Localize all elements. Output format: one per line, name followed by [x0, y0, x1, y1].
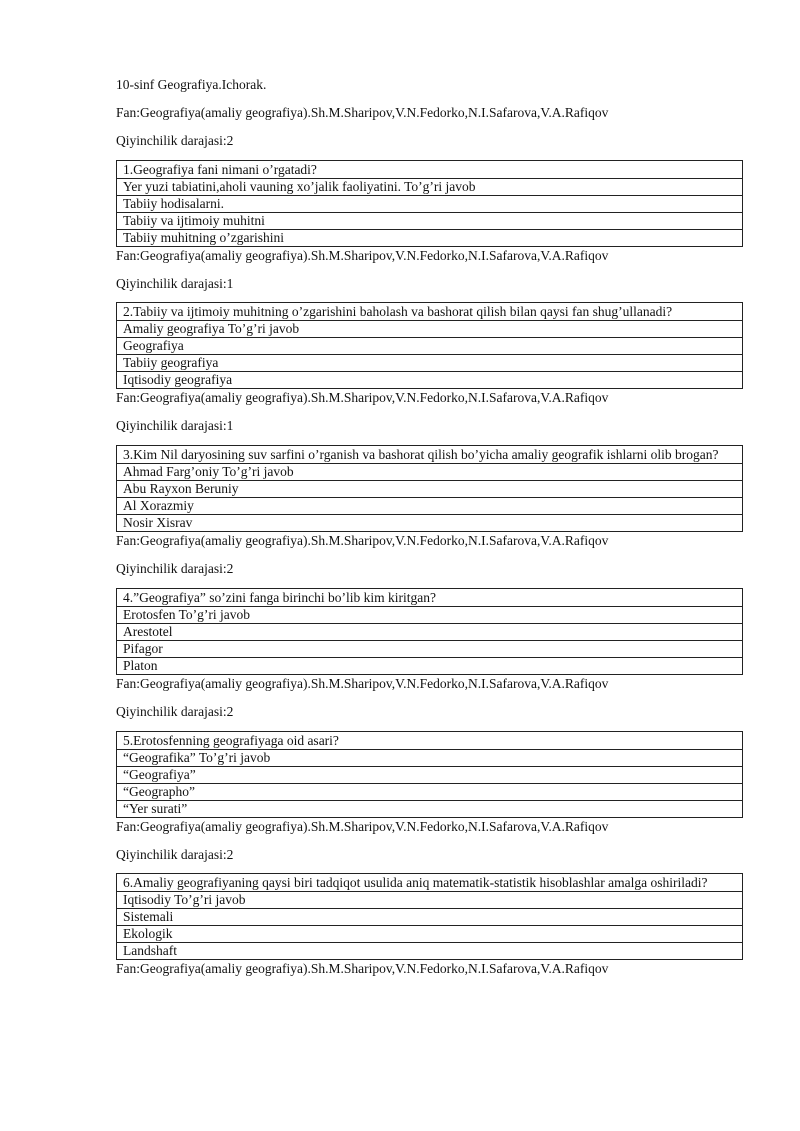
question-text: 6.Amaliy geografiyaning qaysi biri tadqiqot usulida aniq matematik-statistik hisoblashlar amalga oshiriladi? [117, 874, 743, 892]
answer-correct: Iqtisodiy To’g’ri javob [117, 892, 743, 909]
answer-option: Geografiya [117, 338, 743, 355]
answer-option: “Geografiya” [117, 766, 743, 783]
answer-option: Ekologik [117, 926, 743, 943]
subject-line: Fan:Geografiya(amaliy geografiya).Sh.M.Sharipov,V.N.Fedorko,N.I.Safarova,V.A.Rafiqov [116, 533, 609, 549]
answer-option: Platon [117, 657, 743, 674]
answer-option: Tabiiy va ijtimoiy muhitni [117, 212, 743, 229]
answer-option: Tabiiy hodisalarni. [117, 195, 743, 212]
answer-correct: Erotosfen To’g’ri javob [117, 606, 743, 623]
document-title: 10-sinf Geografiya.Ichorak. [116, 77, 267, 92]
answer-option: Abu Rayxon Beruniy [117, 481, 743, 498]
answer-option: Nosir Xisrav [117, 515, 743, 532]
question-text: 2.Tabiiy va ijtimoiy muhitning o’zgarishini baholash va bashorat qilish bilan qaysi fan shug’ullanadi? [117, 303, 743, 321]
answer-option: Iqtisodiy geografiya [117, 372, 743, 389]
answer-correct: Amaliy geografiya To’g’ri javob [117, 321, 743, 338]
question-text: 4.”Geografiya” so’zini fanga birinchi bo’lib kim kiritgan? [117, 588, 743, 606]
answer-option: Landshaft [117, 943, 743, 960]
question-text: 5.Erotosfenning geografiyaga oid asari? [117, 731, 743, 749]
answer-option: Pifagor [117, 640, 743, 657]
question-table [116, 731, 743, 818]
answer-correct: “Geografika” To’g’ri javob [117, 749, 743, 766]
subject-line: Fan:Geografiya(amaliy geografiya).Sh.M.Sharipov,V.N.Fedorko,N.I.Safarova,V.A.Rafiqov [116, 961, 609, 977]
question-blocks [116, 105, 743, 978]
difficulty-level: Qiyinchilik darajasi:2 [116, 846, 234, 862]
difficulty-level: Qiyinchilik darajasi:2 [116, 132, 234, 148]
answer-option: Arestotel [117, 623, 743, 640]
answer-correct: Ahmad Farg’oniy To’g’ri javob [117, 464, 743, 481]
answer-option: Tabiiy muhitning o’zgarishini [117, 229, 743, 246]
difficulty-level: Qiyinchilik darajasi:1 [116, 418, 234, 434]
difficulty-level: Qiyinchilik darajasi:2 [116, 561, 234, 576]
subject-line: Fan:Geografiya(amaliy geografiya).Sh.M.Sharipov,V.N.Fedorko,N.I.Safarova,V.A.Rafiqov [116, 675, 609, 691]
answer-correct: Yer yuzi tabiatini,aholi vauning xo’jalik faoliyatini. To’g’ri javob [117, 178, 743, 195]
question-table [116, 160, 743, 247]
question-table [116, 588, 743, 675]
answer-option: “Yer surati” [117, 800, 743, 817]
answer-option: Tabiiy geografiya [117, 355, 743, 372]
question-table [116, 873, 743, 960]
difficulty-level: Qiyinchilik darajasi:2 [116, 703, 234, 719]
difficulty-level: Qiyinchilik darajasi:1 [116, 275, 234, 291]
document-page [116, 77, 743, 989]
question-table [116, 302, 743, 389]
subject-line: Fan:Geografiya(amaliy geografiya).Sh.M.Sharipov,V.N.Fedorko,N.I.Safarova,V.A.Rafiqov [116, 818, 609, 834]
question-text: 1.Geografiya fani nimani o’rgatadi? [117, 160, 743, 178]
answer-option: “Geographo” [117, 783, 743, 800]
question-table [116, 445, 743, 532]
subject-line: Fan:Geografiya(amaliy geografiya).Sh.M.Sharipov,V.N.Fedorko,N.I.Safarova,V.A.Rafiqov [116, 390, 609, 406]
question-text: 3.Kim Nil daryosining suv sarfini o’rganish va bashorat qilish bo’yicha amaliy geografik ishlarni olib brogan? [117, 446, 743, 464]
subject-line: Fan:Geografiya(amaliy geografiya).Sh.M.Sharipov,V.N.Fedorko,N.I.Safarova,V.A.Rafiqov [116, 104, 609, 120]
answer-option: Al Xorazmiy [117, 498, 743, 515]
subject-line: Fan:Geografiya(amaliy geografiya).Sh.M.Sharipov,V.N.Fedorko,N.I.Safarova,V.A.Rafiqov [116, 247, 609, 263]
answer-option: Sistemali [117, 909, 743, 926]
